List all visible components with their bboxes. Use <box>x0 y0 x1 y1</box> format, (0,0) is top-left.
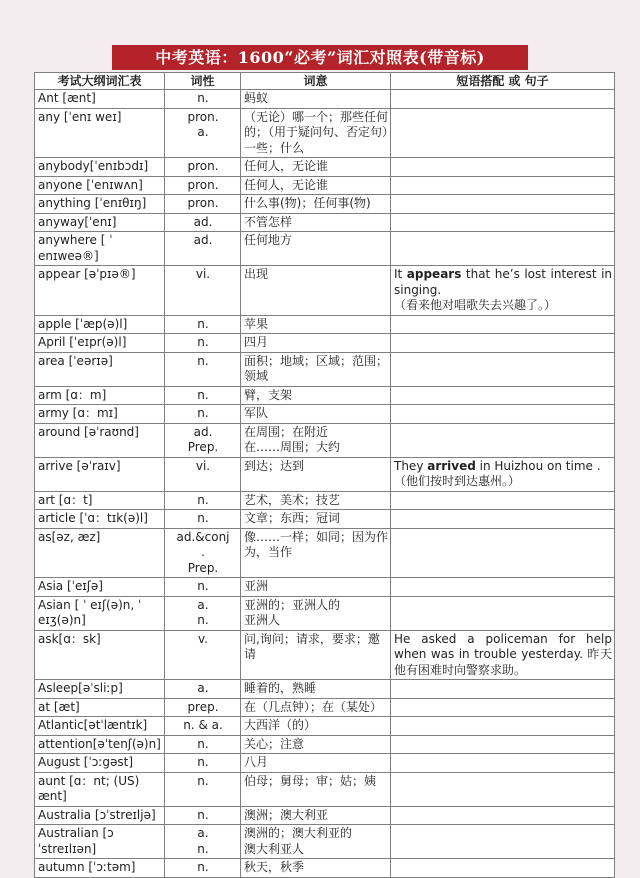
vocabulary-table <box>34 72 615 878</box>
table-row <box>35 754 615 773</box>
part-of-speech-cell: n. <box>165 735 241 754</box>
word-cell: art [ɑ：t] <box>35 491 165 510</box>
part-of-speech-cell: pron. <box>165 195 241 214</box>
table-row <box>35 90 615 109</box>
word-cell: army [ɑ：mɪ] <box>35 405 165 424</box>
example-cell <box>391 578 615 597</box>
part-of-speech-cell: n. <box>165 405 241 424</box>
word-cell: Ant [ænt] <box>35 90 165 109</box>
table-row <box>35 859 615 878</box>
part-of-speech-cell: vi. <box>165 266 241 316</box>
part-of-speech-cell: n. <box>165 386 241 405</box>
part-of-speech-cell: a. n. <box>165 825 241 859</box>
meaning-cell: 在（几点钟）；在（某处） <box>241 698 391 717</box>
part-of-speech-cell: n. & a. <box>165 717 241 736</box>
table-row <box>35 630 615 680</box>
table-row <box>35 698 615 717</box>
table-row <box>35 457 615 491</box>
example-cell <box>391 232 615 266</box>
example-cell <box>391 90 615 109</box>
table-row <box>35 528 615 578</box>
part-of-speech-cell: n. <box>165 578 241 597</box>
part-of-speech-cell: n. <box>165 352 241 386</box>
meaning-cell: 大西洋（的） <box>241 717 391 736</box>
header-part-of-speech: 词性 <box>165 73 241 90</box>
meaning-cell: 文章；东西；冠词 <box>241 510 391 529</box>
example-cell <box>391 386 615 405</box>
header-meaning: 词意 <box>241 73 391 90</box>
part-of-speech-cell: n. <box>165 772 241 806</box>
part-of-speech-cell: n. <box>165 859 241 878</box>
word-cell: area [ˈeərɪə] <box>35 352 165 386</box>
part-of-speech-cell: pron. a. <box>165 108 241 158</box>
meaning-cell: 睡着的，熟睡 <box>241 680 391 699</box>
part-of-speech-cell: a. n. <box>165 596 241 630</box>
table-row <box>35 806 615 825</box>
word-cell: anybody[ˈenɪbɔdɪ] <box>35 158 165 177</box>
keyword-highlight: appears <box>406 267 462 281</box>
meaning-cell: 四月 <box>241 334 391 353</box>
word-cell: arm [ɑ：m] <box>35 386 165 405</box>
meaning-cell: 任何地方 <box>241 232 391 266</box>
part-of-speech-cell: a. <box>165 680 241 699</box>
table-row <box>35 491 615 510</box>
meaning-cell: 任何人，无论谁 <box>241 158 391 177</box>
word-cell: as[əz, æz] <box>35 528 165 578</box>
word-cell: article [ˈɑ：tɪk(ə)l] <box>35 510 165 529</box>
table-row <box>35 158 615 177</box>
example-cell <box>391 315 615 334</box>
table-row <box>35 213 615 232</box>
part-of-speech-cell: n. <box>165 334 241 353</box>
table-row <box>35 232 615 266</box>
part-of-speech-cell: ad. <box>165 213 241 232</box>
part-of-speech-cell: v. <box>165 630 241 680</box>
example-cell <box>391 825 615 859</box>
meaning-cell: 什么事(物)；任何事(物) <box>241 195 391 214</box>
example-cell <box>391 806 615 825</box>
word-cell: appear [əˈpɪə®] <box>35 266 165 316</box>
meaning-cell: （无论）哪一个；那些任何的；（用于疑问句、否定句）一些；什么 <box>241 108 391 158</box>
meaning-cell: 到达；达到 <box>241 457 391 491</box>
word-cell: anyway[ˈenɪ] <box>35 213 165 232</box>
example-cell <box>391 717 615 736</box>
example-cell <box>391 334 615 353</box>
example-cell: It appears that he’s lost interest in singing. （看来他对唱歌失去兴趣了。） <box>391 266 615 316</box>
example-cell <box>391 772 615 806</box>
meaning-cell: 艺术，美术；技艺 <box>241 491 391 510</box>
example-cell <box>391 491 615 510</box>
word-cell: April [ˈeɪpr(ə)l] <box>35 334 165 353</box>
meaning-cell: 出现 <box>241 266 391 316</box>
page-title: 中考英语：1600“必考”词汇对照表(带音标) <box>112 45 528 70</box>
meaning-cell: 问,询问；请求，要求；邀请 <box>241 630 391 680</box>
part-of-speech-cell: ad. <box>165 232 241 266</box>
meaning-cell: 臂，支架 <box>241 386 391 405</box>
part-of-speech-cell: n. <box>165 315 241 334</box>
table-header-row <box>35 73 615 90</box>
example-cell <box>391 213 615 232</box>
example-cell <box>391 510 615 529</box>
word-cell: Australian [ɔˈstreɪlɪən] <box>35 825 165 859</box>
word-cell: Asia [ˈeɪʃə] <box>35 578 165 597</box>
meaning-cell: 澳洲的；澳大利亚的 澳大利亚人 <box>241 825 391 859</box>
table-row <box>35 596 615 630</box>
meaning-cell: 亚洲 <box>241 578 391 597</box>
example-cell <box>391 108 615 158</box>
table-row <box>35 315 615 334</box>
part-of-speech-cell: vi. <box>165 457 241 491</box>
table-row <box>35 735 615 754</box>
example-cell <box>391 528 615 578</box>
word-cell: apple [ˈæp(ə)l] <box>35 315 165 334</box>
word-cell: arrive [əˈraɪv] <box>35 457 165 491</box>
meaning-cell: 面积；地域；区域；范围；领域 <box>241 352 391 386</box>
header-word: 考试大纲词汇表 <box>35 73 165 90</box>
example-cell <box>391 352 615 386</box>
example-cell <box>391 423 615 457</box>
meaning-cell: 不管怎样 <box>241 213 391 232</box>
example-cell <box>391 735 615 754</box>
word-cell: at [æt] <box>35 698 165 717</box>
part-of-speech-cell: ad. Prep. <box>165 423 241 457</box>
table-body <box>35 90 615 878</box>
example-cell <box>391 158 615 177</box>
word-cell: anything [ˈenɪθɪŋ] <box>35 195 165 214</box>
header-phrase-or-sentence: 短语搭配 或 句子 <box>391 73 615 90</box>
example-cell <box>391 754 615 773</box>
example-cell <box>391 405 615 424</box>
meaning-cell: 伯母；舅母；审；姑；姨 <box>241 772 391 806</box>
word-cell: Australia [ɔˈstreɪljə] <box>35 806 165 825</box>
meaning-cell: 军队 <box>241 405 391 424</box>
word-cell: any [ˈenɪ weɪ] <box>35 108 165 158</box>
table-row <box>35 578 615 597</box>
part-of-speech-cell: n. <box>165 510 241 529</box>
table-row <box>35 334 615 353</box>
meaning-cell: 在周围；在附近 在……周围；大约 <box>241 423 391 457</box>
table-row <box>35 825 615 859</box>
table-row <box>35 510 615 529</box>
part-of-speech-cell: ad.&conj . Prep. <box>165 528 241 578</box>
word-cell: autumn [ˈɔːtəm] <box>35 859 165 878</box>
example-cell: He asked a policeman for help when was in trouble yesterday. 昨天他有困难时向警察求助。 <box>391 630 615 680</box>
keyword-highlight: arrived <box>427 458 476 473</box>
meaning-cell: 亚洲的；亚洲人的 亚洲人 <box>241 596 391 630</box>
example-cell <box>391 698 615 717</box>
word-cell: Asian [ ˈ eɪʃ(ə)n, ˈ eɪʒ(ə)n] <box>35 596 165 630</box>
part-of-speech-cell: n. <box>165 806 241 825</box>
meaning-cell: 秋天，秋季 <box>241 859 391 878</box>
example-cell <box>391 176 615 195</box>
example-cell <box>391 859 615 878</box>
meaning-cell: 关心；注意 <box>241 735 391 754</box>
meaning-cell: 像……一样；如同；因为作为，当作 <box>241 528 391 578</box>
table-row <box>35 405 615 424</box>
part-of-speech-cell: pron. <box>165 176 241 195</box>
word-cell: around [əˈraʊnd] <box>35 423 165 457</box>
table-row <box>35 423 615 457</box>
word-cell: Atlantic[ətˈlæntɪk] <box>35 717 165 736</box>
word-cell: August [ˈɔːgəst] <box>35 754 165 773</box>
example-cell <box>391 195 615 214</box>
table-row <box>35 266 615 316</box>
meaning-cell: 任何人，无论谁 <box>241 176 391 195</box>
part-of-speech-cell: n. <box>165 754 241 773</box>
word-cell: aunt [ɑ：nt; (US) ænt] <box>35 772 165 806</box>
example-cell <box>391 680 615 699</box>
example-cell <box>391 596 615 630</box>
table-row <box>35 386 615 405</box>
table-row <box>35 108 615 158</box>
table-row <box>35 717 615 736</box>
word-cell: anyone [ˈenɪwʌn] <box>35 176 165 195</box>
meaning-cell: 苹果 <box>241 315 391 334</box>
table-row <box>35 352 615 386</box>
part-of-speech-cell: prep. <box>165 698 241 717</box>
table-row <box>35 772 615 806</box>
word-cell: attention[əˈtenʃ(ə)n] <box>35 735 165 754</box>
word-cell: ask[ɑ：sk] <box>35 630 165 680</box>
word-cell: anywhere [ ˈ enɪweə®] <box>35 232 165 266</box>
table-row <box>35 176 615 195</box>
part-of-speech-cell: n. <box>165 491 241 510</box>
part-of-speech-cell: pron. <box>165 158 241 177</box>
table-row <box>35 195 615 214</box>
part-of-speech-cell: n. <box>165 90 241 109</box>
meaning-cell: 八月 <box>241 754 391 773</box>
table-row <box>35 680 615 699</box>
example-cell: They arrived in Huizhou on time . （他们按时到达惠州。） <box>391 457 615 491</box>
word-cell: Asleep[əˈsliːp] <box>35 680 165 699</box>
meaning-cell: 澳洲；澳大利亚 <box>241 806 391 825</box>
meaning-cell: 蚂蚁 <box>241 90 391 109</box>
